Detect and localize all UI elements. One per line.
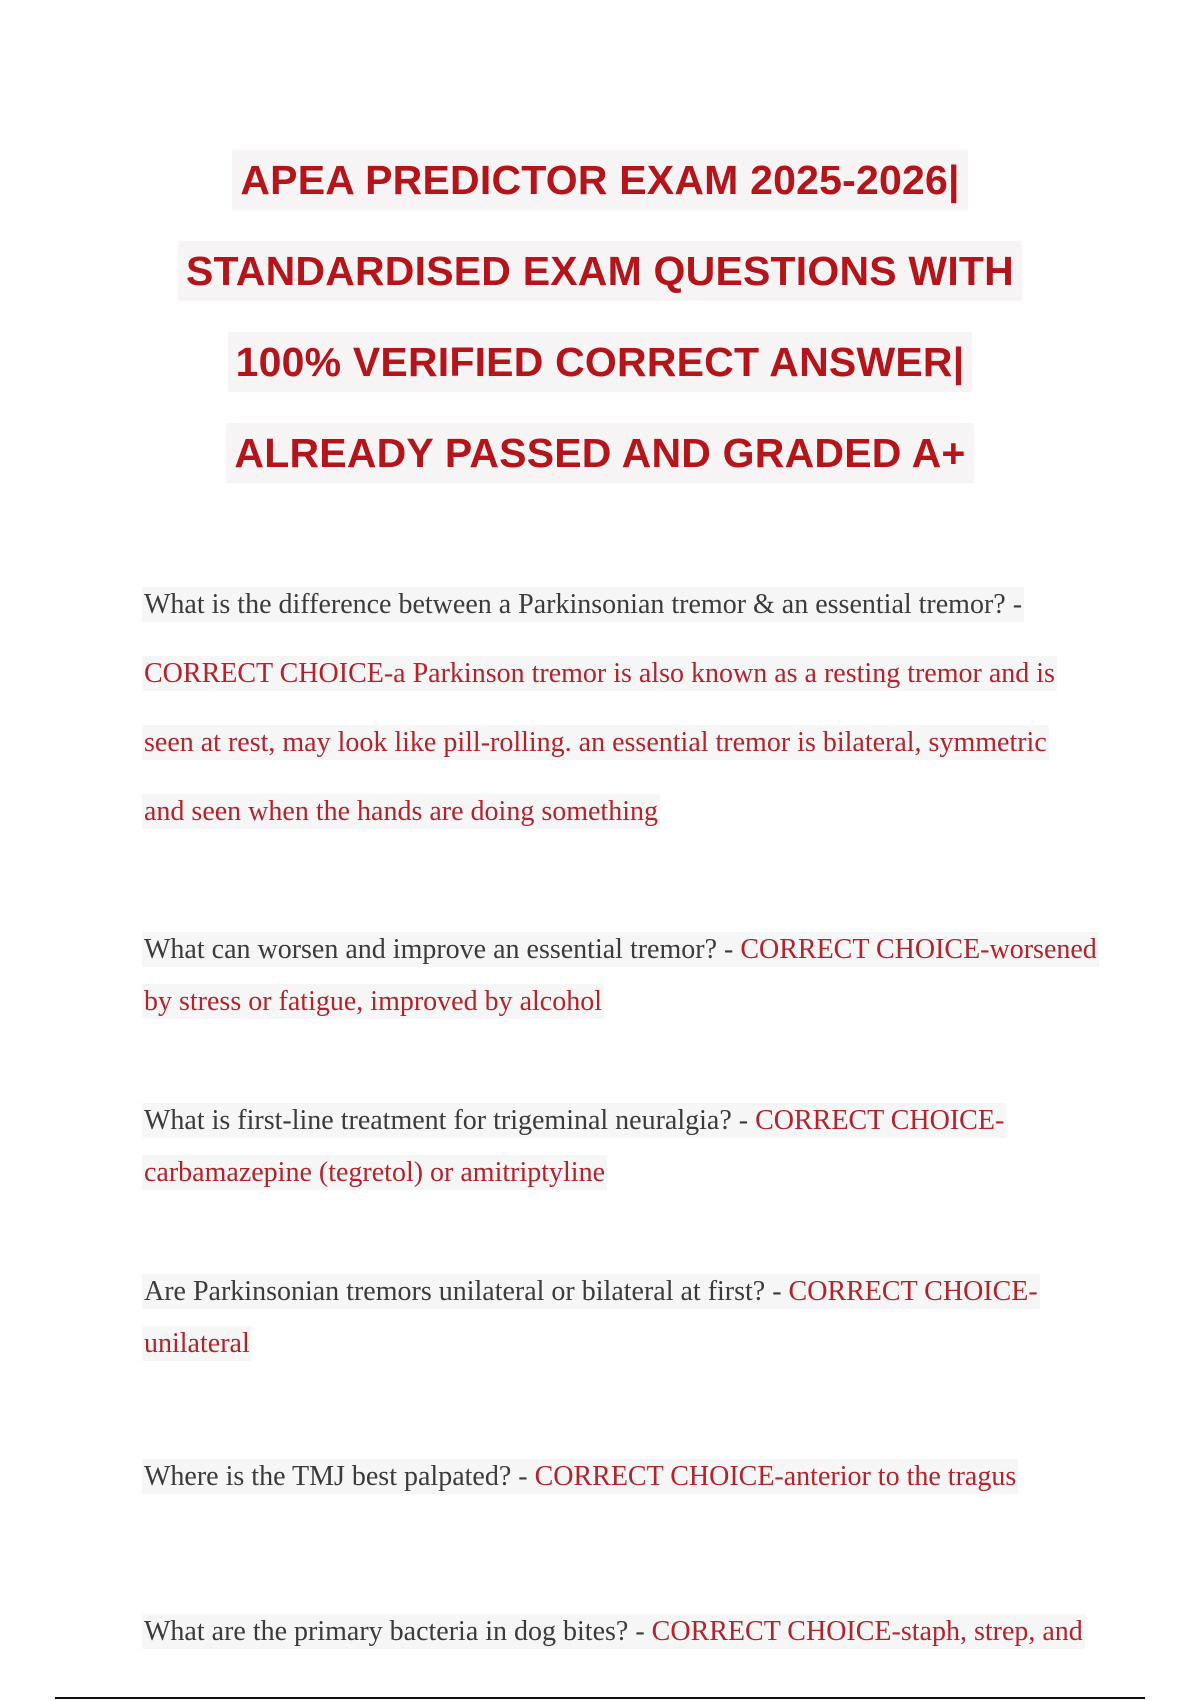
page-bottom-rule: [55, 1697, 1145, 1699]
answer-text: CORRECT CHOICE-: [788, 1276, 1038, 1307]
title-line-3: 100% VERIFIED CORRECT ANSWER|: [228, 332, 973, 392]
answer-text: CORRECT CHOICE-anterior to the tragus: [534, 1461, 1017, 1492]
answer-text: by stress or fatigue, improved by alcohol: [144, 986, 603, 1017]
qa-line: [142, 1615, 1082, 1649]
answer-text: unilateral: [144, 1328, 250, 1359]
qa-line: [142, 795, 1082, 864]
qa-line: [142, 1156, 1082, 1208]
qa-item: [142, 1615, 1082, 1649]
question-text: Are Parkinsonian tremors unilateral or bilateral at first? -: [144, 1276, 789, 1307]
answer-text: CORRECT CHOICE-: [755, 1105, 1005, 1136]
qa-line: [142, 1275, 1082, 1327]
answer-text: and seen when the hands are doing something: [144, 796, 658, 827]
answer-text: CORRECT CHOICE-worsened: [740, 934, 1097, 965]
question-text: What is first-line treatment for trigeminal neuralgia? -: [144, 1105, 756, 1136]
qa-item: [142, 588, 1082, 864]
qa-line: [142, 588, 1082, 657]
answer-text: seen at rest, may look like pill-rolling. an essential tremor is bilateral, symmetric: [144, 727, 1047, 758]
question-text: Where is the TMJ best palpated? -: [144, 1461, 535, 1492]
qa-item: [142, 1460, 1082, 1494]
title-line-4: ALREADY PASSED AND GRADED A+: [226, 423, 973, 483]
qa-line: [142, 985, 1082, 1037]
question-text: What are the primary bacteria in dog bites? -: [144, 1616, 652, 1647]
qa-item: [142, 933, 1097, 1037]
answer-text: CORRECT CHOICE-a Parkinson tremor is also known as a resting tremor and is: [144, 658, 1055, 689]
qa-line: [142, 657, 1082, 726]
answer-text: carbamazepine (tegretol) or amitriptyline: [144, 1157, 606, 1188]
question-text: What is the difference between a Parkinsonian tremor & an essential tremor? -: [144, 589, 1023, 620]
title-line-1: APEA PREDICTOR EXAM 2025-2026|: [232, 150, 967, 210]
answer-text: CORRECT CHOICE-staph, strep, and: [651, 1616, 1083, 1647]
qa-line: [142, 933, 1097, 985]
question-text: What can worsen and improve an essential tremor? -: [144, 934, 741, 965]
qa-item: [142, 1275, 1082, 1379]
document-title: [0, 150, 1200, 514]
title-line-2: STANDARDISED EXAM QUESTIONS WITH: [178, 241, 1022, 301]
qa-line: [142, 726, 1082, 795]
qa-line: [142, 1327, 1082, 1379]
qa-line: [142, 1104, 1082, 1156]
qa-line: [142, 1460, 1082, 1494]
qa-item: [142, 1104, 1082, 1208]
